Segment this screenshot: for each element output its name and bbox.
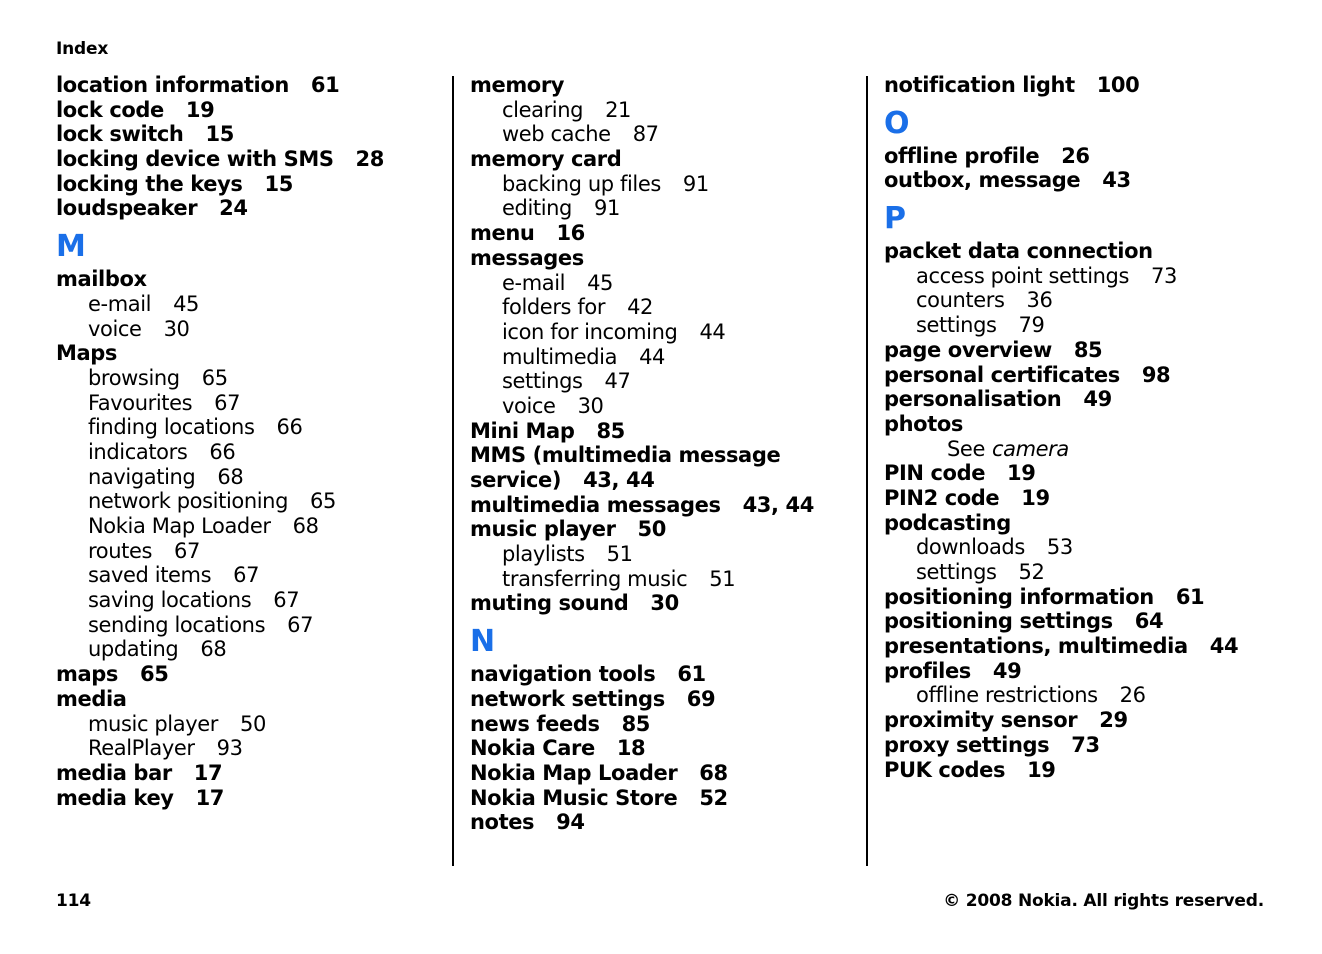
page-reference: 93 — [216, 736, 243, 761]
index-entry — [884, 659, 1304, 684]
index-term: PUK codes — [884, 757, 1006, 782]
index-term: music player — [88, 711, 218, 736]
page-reference: 26 — [1061, 143, 1090, 168]
index-term: multimedia — [502, 344, 618, 369]
index-subentry — [470, 271, 860, 296]
index-term: Nokia Map Loader — [88, 514, 271, 538]
page-reference: 18 — [616, 736, 646, 761]
page-reference: 17 — [195, 785, 225, 810]
page-reference: 91 — [594, 196, 620, 221]
index-column-2 — [470, 73, 860, 835]
index-entry — [56, 687, 446, 712]
page-reference: 16 — [556, 221, 585, 246]
page-reference: 30 — [577, 393, 604, 418]
index-term: messages — [470, 245, 584, 270]
index-entry — [884, 585, 1304, 610]
index-term: proxy settings — [884, 732, 1050, 757]
index-term: playlists — [502, 542, 585, 567]
index-subentry — [470, 172, 860, 197]
index-subentry — [56, 736, 446, 761]
page-reference: 68 — [292, 514, 319, 538]
page-reference: 65 — [140, 662, 169, 687]
index-term: personal certificates — [884, 362, 1120, 387]
index-entry — [56, 267, 446, 292]
index-entry — [56, 341, 446, 366]
page-number: 114 — [56, 891, 91, 911]
page-reference: 51 — [606, 542, 633, 567]
page-reference: 85 — [621, 711, 650, 736]
page-reference: 94 — [556, 810, 585, 835]
index-term: Mini Map — [470, 418, 575, 443]
index-column-3 — [884, 73, 1304, 782]
index-subentry — [56, 637, 446, 662]
index-entry — [56, 147, 446, 172]
page-reference: 69 — [686, 686, 716, 711]
page-reference: 66 — [276, 415, 303, 440]
index-term: memory card — [470, 147, 622, 172]
page-reference: 79 — [1018, 313, 1045, 338]
page-reference: 17 — [193, 760, 223, 785]
section-letter: O — [884, 105, 910, 141]
index-subentry — [56, 465, 446, 490]
index-term: updating — [88, 637, 179, 662]
page-reference: 61 — [677, 662, 706, 687]
page-reference: 42 — [627, 295, 653, 320]
index-entry — [470, 687, 860, 712]
page-reference: 19 — [1021, 485, 1050, 510]
page-reference: 68 — [699, 760, 728, 785]
index-subentry — [56, 440, 446, 465]
index-term: proximity sensor — [884, 708, 1078, 733]
index-entry — [470, 517, 860, 542]
index-entry — [56, 122, 446, 147]
page-reference: 26 — [1119, 683, 1146, 708]
index-subentry — [884, 264, 1304, 289]
page-reference: 85 — [1073, 337, 1103, 362]
page-reference: 49 — [1083, 387, 1112, 412]
index-entry — [470, 662, 860, 687]
index-subentry — [884, 560, 1304, 585]
index-term: Maps — [56, 341, 118, 366]
index-term: Nokia Music Store — [470, 785, 678, 810]
index-term: media bar — [56, 760, 172, 785]
page-reference: 43 — [1102, 168, 1131, 193]
index-entry — [56, 761, 446, 786]
index-term: Nokia Map Loader — [470, 760, 678, 785]
index-entry — [884, 511, 1304, 536]
index-term: music player — [470, 517, 616, 542]
index-entry — [884, 338, 1304, 363]
index-term: e-mail — [88, 291, 152, 316]
page-reference: 36 — [1026, 288, 1053, 313]
index-entry — [884, 363, 1304, 388]
index-entry — [884, 144, 1304, 169]
index-term: navigating — [88, 464, 196, 489]
index-subentry — [470, 345, 860, 370]
index-subentry — [470, 196, 860, 221]
index-subentry — [470, 320, 860, 345]
page-reference: 67 — [287, 612, 314, 637]
page-reference: 68 — [200, 637, 227, 662]
index-entry — [56, 196, 446, 221]
page-reference: 65 — [310, 489, 336, 514]
page-reference: 45 — [587, 270, 614, 295]
index-term: positioning information — [884, 584, 1154, 609]
page-reference: 67 — [174, 538, 200, 563]
page-reference: 19 — [1007, 461, 1036, 486]
page-reference: 24 — [219, 196, 248, 221]
index-term: finding locations — [88, 415, 255, 440]
index-term: network positioning — [88, 489, 289, 514]
index-term: locking device with SMS — [56, 147, 334, 172]
index-entry — [56, 98, 446, 123]
page-reference: 67 — [214, 390, 241, 415]
index-term: mailbox — [56, 267, 147, 292]
index-term: PIN2 code — [884, 485, 1000, 510]
index-entry — [470, 810, 860, 835]
index-subentry — [470, 542, 860, 567]
page-reference: 65 — [201, 365, 228, 390]
index-subentry — [470, 567, 860, 592]
index-term: counters — [916, 288, 1005, 313]
index-term: web cache — [502, 122, 611, 147]
index-term: indicators — [88, 439, 188, 464]
index-subentry — [56, 317, 446, 342]
index-term: offline restrictions — [916, 683, 1098, 708]
page-header-title: Index — [56, 39, 109, 59]
index-term: service) — [470, 468, 562, 492]
index-term: personalisation — [884, 387, 1062, 412]
index-term: backing up files — [502, 171, 661, 196]
index-subentry — [56, 613, 446, 638]
index-term: loudspeaker — [56, 196, 198, 221]
page-reference: 43, 44 — [742, 492, 814, 517]
index-term: settings — [916, 313, 997, 338]
page-reference: 68 — [217, 464, 244, 489]
index-entry — [56, 172, 446, 197]
index-entry — [56, 786, 446, 811]
index-entry — [884, 609, 1304, 634]
page-reference: 73 — [1151, 263, 1177, 288]
index-subentry — [56, 415, 446, 440]
index-entry — [470, 786, 860, 811]
index-subentry — [470, 394, 860, 419]
index-term: memory — [470, 73, 565, 97]
index-entry — [470, 73, 860, 98]
page-reference: 73 — [1071, 732, 1100, 757]
index-term: folders for — [502, 295, 606, 320]
index-subentry — [884, 535, 1304, 560]
index-subentry — [56, 712, 446, 737]
index-cross-reference — [884, 437, 1304, 462]
index-subentry — [56, 366, 446, 391]
index-term: voice — [502, 393, 556, 418]
section-letter: N — [470, 624, 496, 660]
index-entry — [884, 733, 1304, 758]
page-reference: 85 — [596, 418, 625, 443]
index-term: offline profile — [884, 143, 1040, 168]
index-term: page overview — [884, 337, 1052, 362]
index-term: multimedia messages — [470, 492, 721, 517]
page-reference: 21 — [605, 97, 631, 122]
index-term: saved items — [88, 563, 212, 588]
index-term: maps — [56, 662, 118, 687]
index-entry — [470, 712, 860, 737]
page-reference: 53 — [1046, 535, 1073, 560]
index-entry — [470, 493, 860, 518]
index-term: lock code — [56, 97, 164, 122]
index-subentry — [56, 514, 446, 539]
index-term: network settings — [470, 686, 665, 711]
page-reference: 51 — [709, 566, 736, 591]
index-subentry — [56, 539, 446, 564]
index-term: clearing — [502, 97, 584, 122]
page-reference: 91 — [682, 171, 709, 196]
index-term: saving locations — [88, 588, 252, 613]
index-term: photos — [884, 411, 963, 436]
page-reference: 61 — [1175, 584, 1205, 609]
page-reference: 44 — [639, 344, 666, 369]
index-term: profiles — [884, 658, 971, 683]
index-entry — [884, 239, 1304, 264]
section-letter: M — [56, 229, 86, 265]
page-reference: 30 — [163, 316, 190, 341]
index-term: sending locations — [88, 612, 266, 637]
index-term: transferring music — [502, 566, 688, 591]
page-reference: 64 — [1134, 609, 1164, 634]
page-reference: 100 — [1096, 73, 1140, 97]
index-term: Favourites — [88, 390, 193, 415]
index-subentry — [884, 288, 1304, 313]
index-subentry — [884, 683, 1304, 708]
index-term: presentations, multimedia — [884, 634, 1188, 659]
page-reference: 19 — [185, 97, 215, 122]
copyright-notice: © 2008 Nokia. All rights reserved. — [943, 891, 1264, 911]
index-term: locking the keys — [56, 171, 243, 196]
index-term: notification light — [884, 73, 1075, 97]
index-term: settings — [502, 369, 583, 394]
page-reference: 45 — [173, 291, 200, 316]
page-reference: 98 — [1141, 362, 1171, 387]
index-subentry — [56, 292, 446, 317]
index-entry — [470, 246, 860, 271]
index-entry — [470, 736, 860, 761]
index-entry — [56, 73, 446, 98]
page-reference: 50 — [637, 517, 666, 542]
index-term: media key — [56, 785, 174, 810]
index-subentry — [56, 391, 446, 416]
index-term: PIN code — [884, 461, 986, 486]
page-reference: 29 — [1099, 708, 1128, 733]
column-divider — [452, 76, 454, 866]
index-subentry — [470, 98, 860, 123]
index-term: RealPlayer — [88, 736, 195, 761]
index-entry — [470, 147, 860, 172]
index-subentry — [470, 369, 860, 394]
index-entry — [56, 662, 446, 687]
index-term: media — [56, 686, 127, 711]
index-term: menu — [470, 221, 535, 246]
page-reference: 67 — [273, 588, 300, 613]
index-term: news feeds — [470, 711, 600, 736]
cross-reference-target: camera — [991, 436, 1069, 461]
index-term: packet data connection — [884, 239, 1153, 264]
index-term: outbox, message — [884, 168, 1081, 193]
index-entry — [884, 168, 1304, 193]
index-subentry — [56, 563, 446, 588]
index-term: access point settings — [916, 263, 1130, 288]
page-reference: 49 — [992, 658, 1022, 683]
page-reference: 44 — [1209, 634, 1239, 659]
index-subentry — [470, 295, 860, 320]
index-subentry — [56, 588, 446, 613]
page-reference: 15 — [264, 171, 293, 196]
page-reference: 28 — [355, 147, 384, 172]
index-entry — [470, 221, 860, 246]
page-reference: 50 — [239, 711, 266, 736]
index-term: positioning settings — [884, 609, 1113, 634]
index-entry — [884, 708, 1304, 733]
index-term: muting sound — [470, 591, 629, 616]
index-term: editing — [502, 196, 572, 221]
page-reference: 61 — [310, 73, 340, 97]
section-letter: P — [884, 201, 906, 237]
page-reference: 19 — [1027, 757, 1056, 782]
index-entry — [884, 758, 1304, 783]
page-reference: 87 — [632, 122, 659, 147]
page-reference: 52 — [699, 785, 728, 810]
index-term: podcasting — [884, 510, 1011, 535]
index-term: See — [947, 436, 985, 461]
index-entry — [470, 591, 860, 616]
index-term: lock switch — [56, 122, 184, 147]
index-entry — [884, 461, 1304, 486]
index-term: routes — [88, 538, 153, 563]
page-reference: 15 — [205, 122, 234, 147]
index-term: icon for incoming — [502, 319, 678, 344]
index-subentry — [470, 122, 860, 147]
index-entry — [470, 468, 860, 493]
index-term: notes — [470, 810, 535, 835]
column-divider — [866, 76, 868, 866]
page-reference: 66 — [209, 439, 236, 464]
index-term: location information — [56, 73, 289, 97]
index-term: e-mail — [502, 270, 566, 295]
index-entry — [884, 486, 1304, 511]
index-subentry — [884, 313, 1304, 338]
index-entry — [470, 419, 860, 444]
index-term: settings — [916, 560, 997, 584]
index-column-1 — [56, 73, 446, 810]
index-term: MMS (multimedia message — [470, 443, 781, 468]
page-reference: 47 — [604, 369, 631, 394]
page-reference: 44 — [699, 319, 726, 344]
page-reference: 52 — [1018, 560, 1045, 584]
page-reference: 43, 44 — [583, 468, 655, 492]
page-reference: 30 — [650, 591, 679, 616]
index-entry — [884, 634, 1304, 659]
index-term: Nokia Care — [470, 736, 595, 761]
index-term: voice — [88, 316, 142, 341]
index-term: navigation tools — [470, 662, 656, 687]
index-term: browsing — [88, 365, 180, 390]
index-entry — [884, 387, 1304, 412]
index-term: downloads — [916, 535, 1025, 560]
index-entry — [884, 412, 1304, 437]
index-entry — [470, 761, 860, 786]
page-reference: 67 — [233, 563, 260, 588]
index-entry — [470, 443, 860, 468]
index-entry — [884, 73, 1304, 98]
index-subentry — [56, 489, 446, 514]
